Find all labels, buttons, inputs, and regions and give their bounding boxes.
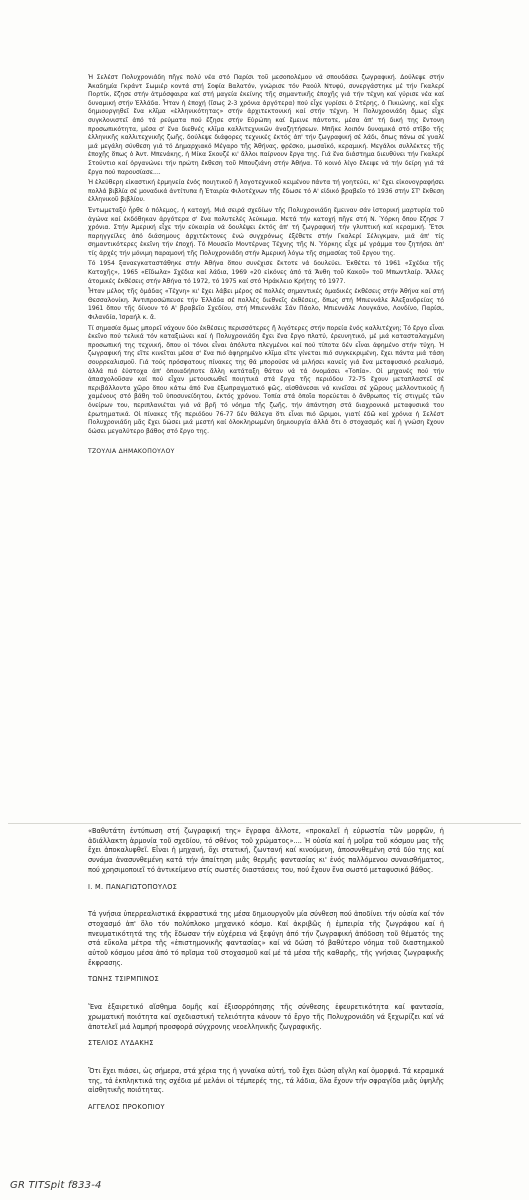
quote-text: Τά γνήσια ὑπερρεαλιστικά ἐκφραστικά της μέσα δημιουργοῦν μία σύνθεση πού ἀποδίνει τήν οὐσία καί τόν στοχασμό ἀπ' ὅλο τόν πολύπλοκο μηχανικό κόσμο. Καί ἀκριβῶς ἡ ἐμπειρία τῆς ζωγράφου καί ἡ πνευματικότητά της τῆς ἔδωσαν τήν εὐχέρεια νά ξεφύγη ἀπό τήν ζωγραφική ἀπόδοση τοῦ θέματός της στά εὔκολα μέτρα τῆς «ἐπιστημονικῆς φαντασίας» καί νά δώση τό βαθύτερο νόημα τοῦ διαστημικοῦ αὐτοῦ κόσμου μέσα ἀπό τό πρῖσμα τοῦ στοχασμοῦ καί μέ τά μέσα τῆς καθαρῆς, τῆς γνήσιας ζωγραφικῆς ἔκφρασης.: [88, 910, 444, 967]
essay-section: [88, 74, 444, 457]
critic-quote: [88, 910, 444, 985]
critic-quote: [88, 1003, 444, 1049]
quote-signature: Ι. Μ. ΠΑΝΑΓΙΩΤΟΠΟΥΛΟΣ: [88, 882, 178, 891]
quote-text: Ὅτι ἔχει πιάσει, ὡς σήμερα, στά χέρια της ἡ γυναίκα αὐτή, τοῦ ἔχει δώση αἴγλη καί ὁμορφιά. Τά κεραμικά της, τά ἐκπληκτικά της σχέδια μέ μελάνι οἱ τέμπερές της, τά λάδια, ὅλα ἔχουν τήν σφραγίδα μιᾶς ὑψηλῆς αἰσθητικῆς ποιότητας.: [88, 1066, 444, 1095]
essay-paragraph: Ἦταν μέλος τῆς ὁμάδας «Τέχνη» κι' ἔχει λάβει μέρος σέ πολλές σημαντικές ὁμαδικές ἐκθέσεις στήν Ἀθήνα καί στή Θεσσαλονίκη. Ἀντιπροσώπευσε τήν Ἑλλάδα σέ πολλές διεθνεῖς ἐκθέσεις, ὅπως στή Μπιεννάλε Ἀλεξανδρείας τό 1961 ὅπου τῆς δίνουν τό Α' βραβεῖο Σχεδίου, στή Μπιεννάλε Σάν Πάολο, Μπιεννάλε Λουγκάνο, Λονδίνο, Παρίσι, Φιλανδία, Ἰσραήλ κ. ἄ.: [88, 288, 444, 322]
essay-paragraph: Ἡ Σελέστ Πολυχρονιάδη πῆγε πολύ νέα στό Παρίσι τοῦ μεσοπολέμου νά σπουδάσει ζωγραφική. Δούλεψε στήν Ἀκαδημία Γκράντ Σωμιέρ κοντά στή Σοφία Βαλατόν, γνώρισε τόν Ραούλ Ντυφύ, συνεργάστηκε μέ τήν Γκαλερί Πορτίκ, ἔζησε στήν ἀτμόσφαιρα καί στή μαγεία ἐκείνης τῆς σημαντικῆς ἐποχῆς γιά τήν τέχνη καί γύρισε νέα καί δυναμική στήν Ἑλλάδα. Ἦταν ἡ ἐποχή (ἴσως 2-3 χρόνια ἀργότερα) πού εἶχε γυρίσει ὁ Στέρης, ὁ Πικιώνης, καί εἶχε δημιουργηθεῖ ἕνα κλῖμα «ἑλληνικότητας» στήν ἀρχιτεκτονική καί στήν τέχνη. Ἡ Πολυχρονιάδη ὅμως εἶχε συγκλονιστεῖ ἀπό τά ρεύματα πού ἔζησε στήν Εὐρώπη καί ἔμεινε πάντοτε, μέσα ἀπ' τή δική της ἔντονη προσωπικότητα, μέσα σ' ἕνα διεθνές κλῖμα καλλιτεχνικῶν ἀναζητήσεων. Μπῆκε λοιπόν δυναμικά στό στῖβο τῆς ἑλληνικῆς καλλιτεχνικῆς ζωῆς, δούλεψε διάφορες τεχνικές ἐκτός ἀπ' τήν ζωγραφική σέ λάδι, ὅπως πάνω σέ γυαλί μιά μεγάλη σύνθεση γιά τό Δημαρχιακό Μέγαρο τῆς Ἀθήνας, φρέσκο, μωσαϊκό, κεραμική. Μεγάλοι συλλέκτες τῆς ἐποχῆς ὅπως ὁ Ἀντ. Μπενάκης, ἡ Μίκα Σκουζέ κι' ἄλλοι παίρνουν ἔργα της. Γιά ἕνα διάστημα διευθύνει τήν Γκαλερί Στούντιο καί ὀργανώνει τήν πρώτη ἔκθεση τοῦ Μπουζιάνη στήν Ἀθήνα. Τό κοινό λίγο ἔλειψε νά τήν δείρη γιά τά ἔργα πού παρουσίασε....: [88, 74, 444, 176]
essay-paragraph: Ἡ ἐλεύθερη εἰκαστική ἑρμηνεία ἑνός ποιητικοῦ ἤ λογοτεχνικοῦ κειμένου πάντα τή γοητεύει, κι' ἔχει εἰκονογραφήσει πολλά βιβλία σέ μοναδικά ἀντίτυπα ἤ Ἑταιρία Φιλοτέχνων τῆς ἔδωσε τό Α' εἰδικό βραβεῖο τό 1936 στήν ΣΤ' ἔκθεση ἑλληνικοῦ βιβλίου.: [88, 179, 444, 204]
essay-signature: ΤΖΟΥΛΙΑ ΔΗΜΑΚΟΠΟΥΛΟΥ: [88, 448, 175, 456]
quote-signature: ΑΓΓΕΛΟΣ ΠΡΟΚΟΠΙΟΥ: [88, 1103, 165, 1112]
essay-paragraph: Ἐντωμεταξύ ἦρθε ὁ πόλεμος, ἡ κατοχή. Μιά σειρά σχεδίων τῆς Πολυχρονιάδη ἔμειναν σάν ἱστορική μαρτυρία τοῦ ἀγώνα καί ἐκδόθηκαν ἀργότερα σ' ἕνα πολυτελές λεύκωμα. Μετά τήν κατοχή πῆγε στή Ν. Ὑόρκη ὅπου ἔζησε 7 χρόνια. Στήν Ἀμερική εἶχε τήν εὐκαιρία νά δουλέψει ἐκτός ἀπ' τή ζωγραφική τήν γλυπτική καί κεραμική. Ἔτσι παρηγγείλες ἀπό διάσημους ἀρχιτέκτονες ἐνώ συγχρόνως ἐξέθετε στήν Γκαλερί Σέλιγκμαν, μιά ἀπ' τίς σημαντικότερες ἐκεῖνη τήν ἐποχή. Τό Μουσεῖο Μοντέρνας Τέχνης τῆς Ν. Ὑόρκης εἶχε μέ γράμμα του ζητήσει ἀπ' τίς ἀρχές τήν μόνιμη παραμονή τῆς Πολυχρονιάδη στήν Ἀμερική λόγω τῆς σημασίας τοῦ ἔργου της.: [88, 206, 444, 257]
critic-quote: [88, 1067, 444, 1113]
quote-signature: ΣΤΕΛΙΟΣ ΛΥΔΑΚΗΣ: [88, 1039, 154, 1048]
quote-signature: ΤΩΝΗΣ ΤΣΙΡΜΠΙΝΟΣ: [88, 975, 160, 984]
essay-paragraph: Τό 1954 ξαναεγκαταστάθηκε στήν Ἀθήνα ὅπου συνέχισε ἔκτοτε νά δουλεύει. Ἐκθέτει τό 1961 «Σχέδια τῆς Κατοχῆς», 1965 «Εἴδωλα» Σχέδια καί λάδια, 1969 «20 εἰκόνες ἀπό τά Ἄνθη τοῦ Κακοῦ» τοῦ Μπωντλαίρ. Ἄλλες ἀτομικές ἐκθέσεις στήν Ἀθήνα τό 1972, τό 1975 καί στό Ἡράκλειο Κρήτης τό 1977.: [88, 260, 444, 285]
essay-paragraph: Τί σημασία ὅμως μπορεῖ νάχουν δύο ἐκθέσεις περισσότερες ἤ λιγότερες στήν πορεία ἑνός καλλιτέχνη; Τό ἔργο εἶναι ἐκεῖνο πού τελικά τόν καταξιώνει καί ἡ Πολυχρονιάδη ἔχει ἕνα ἔργο πλατύ, ἐρευνητικό, μέ μιά κατασταλαγμένη προσωπική της τεχνική, ὅπου οἱ τόνοι εἶναι ἀπόλυτα πλεγμένοι καί πού τίποτα δέν εἶναι ἀφημένο στήν τύχη. Ἡ ζωγραφική της εἴτε κινεῖται μέσα σ' ἕνα πιό ἀφηρημένο κλῖμα εἴτε γίνεται πιό συγκεκριμένη, ἔχει πάντα μιά τάση σουρρεαλισμοῦ. Γιά τούς πρόσφατους πίνακες της θά μπορούσε νά μιλήσει κανείς γιά ἕνα μεταφυσικό ρεαλισμό, ἀλλά πιό ἐύστοχα ἀπ' ὁποιαδήποτε ἄλλη κατάταξη θάταν νά τά ὀνομάσει «Τοπία». Οἱ μηχανές πού τήν ἀπασχολοῦσαν καί πού εἶχαν μετουσιωθεῖ ποιητικά στά ἔργα τῆς περιόδου 72-75 ἔχουν μεταπλαστεῖ σέ περιβάλλοντα χῶρο ὅπου κάτω ἀπό ἕνα ἐξωπραγματικό φῶς, αἰσθάνεσαι νά κινεῖσαι σέ χῶρους μελλοντικούς ἤ χαμένους στό βάθη τοῦ ὑποσυνείδητου, ἐκτός χρόνου. Τοπία στά ὁποῖα πορεύεται ὁ ἄνθρωπος τίς στιγμές τῶν ὀνείρων του, περιπλανιέται γιά νά βρῆ τό νόημα τῆς ζωῆς, τήν ἀπάντηση στά διαχρονικά μεταφυσικά του ἐρωτηματικά. Οἱ πίνακες τῆς περιόδου 76-77 δέν θάλεγα ὅτι εἶναι πιό ὥριμοι, γιατί ἐδῶ καί χρόνια ἡ Σελέστ Πολυχρονιάδη μᾶς ἔχει δώσει μιά μεστή καί ὁλοκληρωμένη δημιουργία ἀλλά ὅτι ὁ στοχασμός καί ἡ γνώση ἔχουν δώσει μεγαλύτερο βάθος στό ἔργο της.: [88, 324, 444, 435]
archive-handwritten-mark: GR TITSpit f833-4: [10, 1180, 102, 1191]
quotes-section: [88, 827, 444, 1131]
quote-text: «Βαθυτάτη ἐντύπωση στή ζωγραφική της» ἔγραφα ἄλλοτε, «προκαλεῖ ἡ εὐρωστία τῶν μορφῶν, ἡ ἀδιάλλακτη ἁρμονία τοῦ σχεδίου, τό σθένος τοῦ χρώματος».... Ἡ οὐσία καί ἡ μοῖρα τοῦ κόσμου μας τῆς ἔχει ἀποκαλυφθεῖ. Εἶναι ἡ μηχανή, ὄχι στατική, ζωντανή καί κινούμενη, ἀποσυνθεμένη στά δύο της καί συνάμα ἀνασυνθεμένη κατά τήν ἀπαίτηση μιᾶς θερμῆς φαντασίας κι' ἑνός παλλόμενου συναισθήματος, πού χρησιμοποιεῖ τό ἀντικείμενο στίς σωστές διαστάσεις του, πού ἔχουν ἕνα σωστό μεταφυσικό βάθος.: [88, 827, 444, 874]
critic-quote: [88, 827, 444, 892]
quote-text: Ἕνα ἐξαιρετικό αἴσθημα δομῆς καί ἐξισορρόπησης τῆς σύνθεσης ἐφευρετικότητα καί φαντασία, χρωματική ποιότητα καί σχεδιαστική τελειότητα κάνουν τό ἔργο τῆς Πολυχρονιάδη νά ξεχωρίζει καί νά ἀποτελεῖ μιά λαμπρή προσφορά σύγχρονης νεοελληνικῆς ζωγραφικῆς.: [88, 1003, 444, 1031]
page-fold-divider: [8, 823, 521, 824]
